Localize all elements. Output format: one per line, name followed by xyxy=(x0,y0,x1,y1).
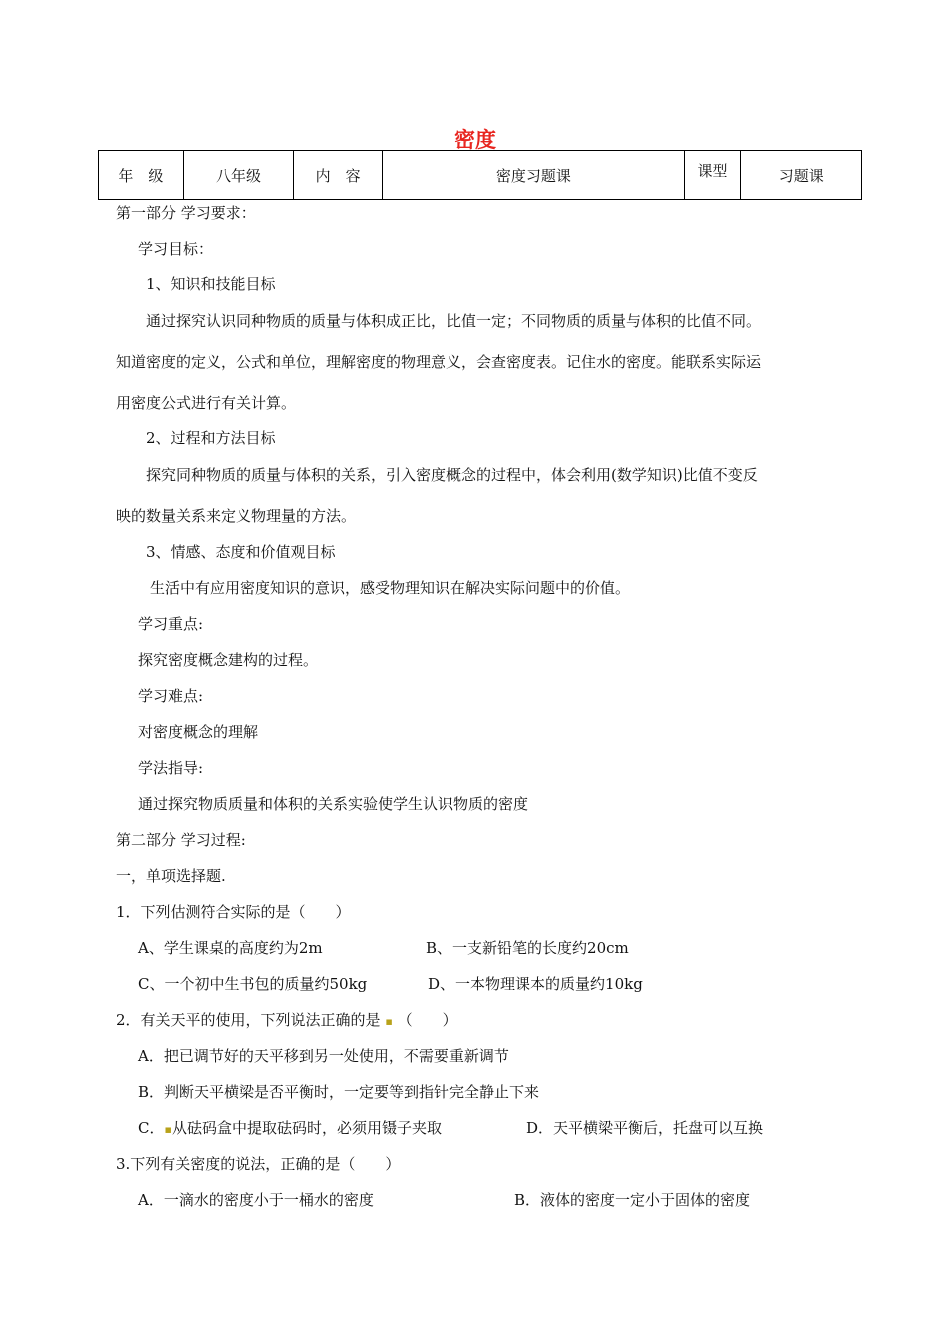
q3-stem: 3.下列有关密度的说法，正确的是（ ） xyxy=(116,1155,401,1173)
section-title: 一，单项选择题. xyxy=(116,867,226,885)
goal1-text-line1: 通过探究认识同种物质的质量与体积成正比，比值一定；不同物质的质量与体积的比值不同。 xyxy=(146,312,762,330)
q3-option-b: B．液体的密度一定小于固体的密度 xyxy=(514,1191,751,1209)
goal2-text-line1: 探究同种物质的质量与体积的关系，引入密度概念的过程中，体会利用(数学知识)比值不变反 xyxy=(146,466,758,484)
goal2-text-line2: 映的数量关系来定义物理量的方法。 xyxy=(116,507,357,525)
stray-dot-mark: ▪ xyxy=(164,1123,172,1136)
difficulty-label: 学习难点: xyxy=(138,687,204,705)
grade-label: 年 级 xyxy=(99,151,184,200)
q2-option-a: A．把已调节好的天平移到另一处使用，不需要重新调节 xyxy=(138,1047,509,1065)
q3-option-a: A．一滴水的密度小于一桶水的密度 xyxy=(138,1191,374,1209)
q2-stem-bracket: （ ） xyxy=(397,1011,458,1029)
type-label: 课型 xyxy=(684,151,741,200)
goal3-title: 3、情感、态度和价值观目标 xyxy=(146,543,336,561)
goal2-title: 2、过程和方法目标 xyxy=(146,429,276,447)
document-title: 密度 xyxy=(454,128,496,152)
q2-option-c-text: 从砝码盒中提取砝码时，必须用镊子夹取 xyxy=(171,1119,442,1137)
q2-option-c xyxy=(138,1118,442,1140)
grade-value: 八年级 xyxy=(183,151,294,200)
type-value: 习题课 xyxy=(741,151,862,200)
stray-dot-mark: ▪ xyxy=(385,1015,393,1028)
key-points-text: 探究密度概念建构的过程。 xyxy=(138,651,319,669)
goal3-text: 生活中有应用密度知识的意识，感受物理知识在解决实际问题中的价值。 xyxy=(150,579,631,597)
q2-option-c-prefix: C． xyxy=(138,1119,165,1137)
part1-heading: 第一部分 学习要求： xyxy=(116,204,256,222)
q2-stem-text: 2．有关天平的使用，下列说法正确的是 xyxy=(116,1011,381,1029)
q1-option-b: B、一支新铅笔的长度约20cm xyxy=(426,939,629,957)
q1-option-a: A、学生课桌的高度约为2m xyxy=(138,939,323,957)
goal1-text-line3: 用密度公式进行有关计算。 xyxy=(116,394,297,412)
key-points-label: 学习重点: xyxy=(138,615,204,633)
course-info-table xyxy=(98,150,862,200)
q1-option-d: D、一本物理课本的质量约10kg xyxy=(428,975,643,993)
method-label: 学法指导: xyxy=(138,759,204,777)
q1-option-c: C、一个初中生书包的质量约50kg xyxy=(138,975,368,993)
content-label: 内 容 xyxy=(294,151,383,200)
content-value: 密度习题课 xyxy=(383,151,685,200)
q2-stem xyxy=(116,1010,458,1032)
q1-stem: 1．下列估测符合实际的是（ ） xyxy=(116,903,351,921)
goal1-title: 1、知识和技能目标 xyxy=(146,275,276,293)
q2-option-d: D．天平横梁平衡后，托盘可以互换 xyxy=(526,1119,764,1137)
q2-option-b: B．判断天平横梁是否平衡时，一定要等到指针完全静止下来 xyxy=(138,1083,540,1101)
method-text: 通过探究物质质量和体积的关系实验使学生认识物质的密度 xyxy=(138,795,529,813)
goals-label: 学习目标： xyxy=(138,240,214,258)
goal1-text-line2: 知道密度的定义，公式和单位，理解密度的物理意义，会查密度表。记住水的密度。能联系实际运 xyxy=(116,353,762,371)
part2-heading: 第二部分 学习过程: xyxy=(116,831,246,849)
difficulty-text: 对密度概念的理解 xyxy=(138,723,259,741)
